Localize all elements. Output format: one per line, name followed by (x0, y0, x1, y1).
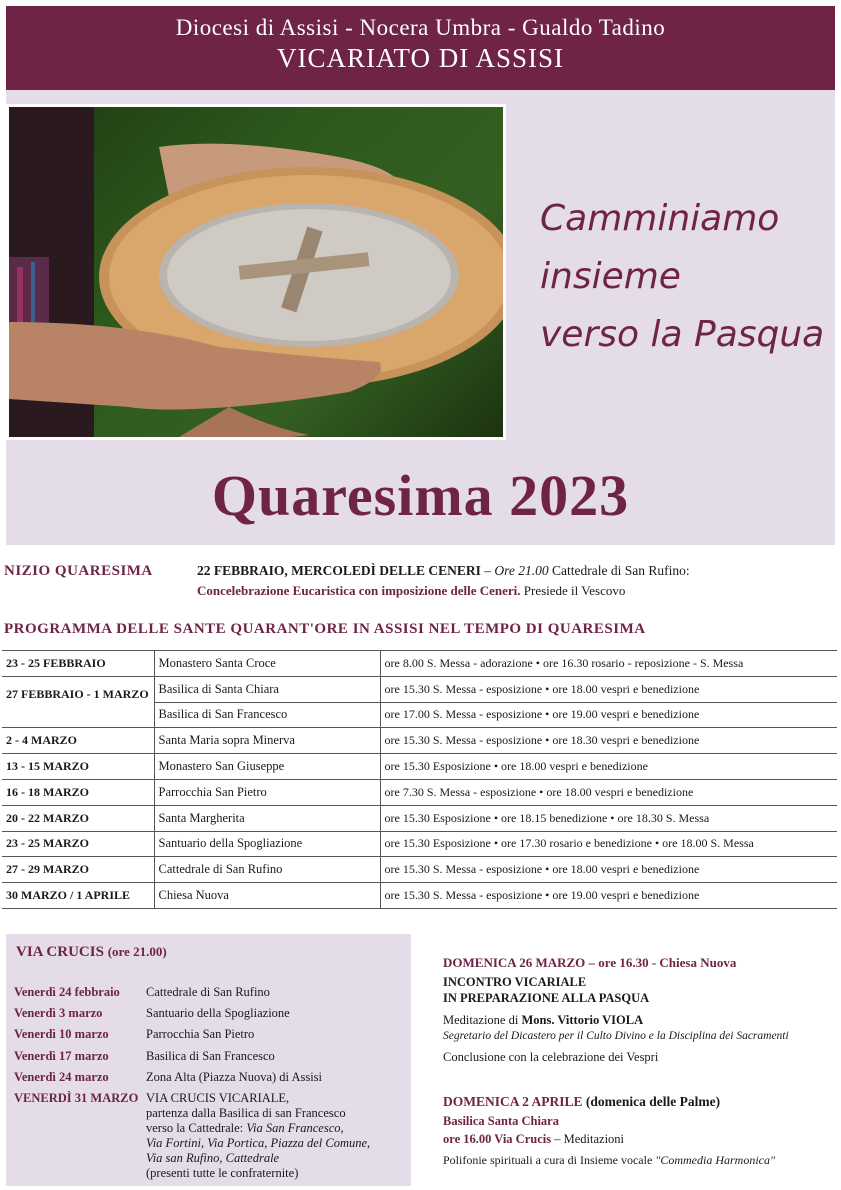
via-crucis-date: Venerdì 3 marzo (14, 1006, 103, 1020)
row-place: Santuario della Spogliazione (154, 831, 380, 857)
via-crucis-place: Parrocchia San Pietro (146, 1027, 255, 1041)
quarantore-table (2, 650, 837, 909)
ceneri-presider: Presiede il Vescovo (520, 583, 626, 598)
domenica2-palme: (domenica delle Palme) (582, 1094, 721, 1109)
table-row (2, 779, 837, 805)
inizio-label: NIZIO QUARESIMA (4, 563, 153, 579)
tagline-line-1: Camminiamo (540, 198, 780, 239)
row-schedule: ore 7.30 S. Messa - esposizione • ore 18.00 vespri e benedizione (380, 779, 837, 805)
table-row (2, 857, 837, 883)
row-schedule: ore 15.30 Esposizione • ore 18.00 vespri e benedizione (380, 754, 837, 780)
row-date: 23 - 25 MARZO (2, 831, 154, 857)
row-schedule: ore 15.30 S. Messa - esposizione • ore 18.00 vespri e benedizione (380, 857, 837, 883)
conclusione-line: Conclusione con la celebrazione dei Vespri (443, 1050, 659, 1064)
ceneri-time: Ore 21.00 (494, 563, 549, 578)
row-date: 2 - 4 MARZO (2, 728, 154, 754)
row-schedule: ore 15.30 Esposizione • ore 17.30 rosario e benedizione • ore 18.00 S. Messa (380, 831, 837, 857)
via-crucis-place: Santuario della Spogliazione (146, 1006, 290, 1020)
domenica2-place: Basilica Santa Chiara (443, 1114, 559, 1128)
row-schedule: ore 17.00 S. Messa - esposizione • ore 19.00 vespri e benedizione (380, 702, 837, 728)
ceneri-line-2 (197, 583, 625, 599)
row-place: Monastero San Giuseppe (154, 754, 380, 780)
row-date: 20 - 22 MARZO (2, 805, 154, 831)
via-crucis-date: Venerdì 24 febbraio (14, 985, 120, 999)
meditazione-speaker: Mons. Vittorio VIOLA (521, 1013, 644, 1027)
table-row (2, 651, 837, 677)
domenica2-time: ore 16.00 (443, 1132, 492, 1146)
via-crucis-place: Zona Alta (Piazza Nuova) di Assisi (146, 1070, 323, 1084)
row-place: Chiesa Nuova (154, 883, 380, 909)
row-date: 27 - 29 MARZO (2, 857, 154, 883)
list-item (14, 985, 270, 1000)
domenica2-heading (443, 1094, 720, 1110)
meditazione-plain: Meditazione di (443, 1013, 522, 1027)
route-line-2b: Via San Francesco, (246, 1121, 344, 1135)
domenica2-via: Via Crucis (491, 1132, 552, 1146)
domenica2-meditazioni: – Meditazioni (551, 1132, 625, 1146)
via-crucis-date: Venerdì 24 marzo (14, 1070, 109, 1084)
table-row (2, 805, 837, 831)
programma-label: PROGRAMMA DELLE SANTE QUARANT'ORE IN ASSISI NEL TEMPO DI QUARESIMA (4, 621, 646, 637)
table-row (2, 831, 837, 857)
domenica26-date: DOMENICA 26 MARZO (443, 955, 586, 970)
via-crucis-time: (ore 21.00) (107, 944, 167, 959)
row-date: 27 FEBBRAIO - 1 MARZO (6, 687, 149, 702)
ceneri-place: Cattedrale di San Rufino: (548, 563, 690, 578)
main-title: Quaresima 2023 (211, 463, 630, 528)
tagline-line-2: insieme (540, 256, 681, 297)
list-item (14, 1049, 275, 1064)
row-place: Cattedrale di San Rufino (154, 857, 380, 883)
incontro-line-2: IN PREPARAZIONE ALLA PASQUA (443, 991, 650, 1005)
row-place: Santa Margherita (154, 805, 380, 831)
row-date: 16 - 18 MARZO (2, 779, 154, 805)
via-crucis-place: VIA CRUCIS VICARIALE, (146, 1091, 290, 1105)
ceneri-date: 22 FEBBRAIO, MERCOLEDÌ DELLE CENERI (197, 563, 481, 578)
row-date: 30 MARZO / 1 APRILE (2, 883, 154, 909)
row-schedule: ore 15.30 Esposizione • ore 18.15 benedizione • ore 18.30 S. Messa (380, 805, 837, 831)
route-line-2a: verso la Cattedrale: (146, 1121, 247, 1135)
row-place: Basilica di Santa Chiara (154, 676, 380, 702)
domenica26-time-place: – ore 16.30 - Chiesa Nuova (585, 955, 737, 970)
header-band (6, 6, 835, 90)
tagline (540, 190, 840, 364)
incontro-line-1: INCONTRO VICARIALE (443, 975, 587, 989)
row-place: Monastero Santa Croce (154, 651, 380, 677)
via-crucis-title (16, 944, 167, 961)
row-date (2, 702, 154, 728)
via-crucis-place: Basilica di San Francesco (146, 1049, 275, 1063)
route-line-1: partenza dalla Basilica di san Francesco (146, 1106, 346, 1120)
table-row (2, 754, 837, 780)
route-line-3: Via Fortini, Via Portica, Piazza del Comune, (146, 1136, 371, 1150)
tagline-line-3: verso la Pasqua (540, 314, 825, 355)
polifonie-plain: Polifonie spirituali a cura di Insieme vocale (443, 1153, 656, 1167)
row-schedule: ore 15.30 S. Messa - esposizione • ore 19.00 vespri e benedizione (380, 883, 837, 909)
table-row (2, 728, 837, 754)
table-row (2, 883, 837, 909)
row-schedule: ore 15.30 S. Messa - esposizione • ore 18.30 vespri e benedizione (380, 728, 837, 754)
via-crucis-date: Venerdì 17 marzo (14, 1049, 109, 1063)
domenica26-heading (443, 955, 736, 971)
via-crucis-route (146, 1106, 370, 1181)
polifonie-ensemble: "Commedia Harmonica" (655, 1153, 776, 1167)
domenica2-time-line (443, 1132, 624, 1147)
row-date: 23 - 25 FEBBRAIO (2, 651, 154, 677)
domenica2-date: DOMENICA 2 APRILE (443, 1094, 583, 1109)
list-item (14, 1091, 289, 1106)
route-line-5: (presenti tutte le confraternite) (146, 1166, 299, 1180)
diocese-title: Diocesi di Assisi - Nocera Umbra - Gualdo Tadino (175, 15, 666, 40)
ceneri-line-1 (197, 563, 690, 579)
vicariate-title: VICARIATO DI ASSISI (276, 43, 565, 73)
route-line-4: Via san Rufino, Cattedrale (146, 1151, 280, 1165)
ceneri-celebration: Concelebrazione Eucaristica con imposizione delle Ceneri. (197, 583, 521, 598)
row-place: Santa Maria sopra Minerva (154, 728, 380, 754)
via-crucis-heading: VIA CRUCIS (16, 944, 104, 960)
row-schedule: ore 8.00 S. Messa - adorazione • ore 16.30 rosario - reposizione - S. Messa (380, 651, 837, 677)
ceneri-dash: – (480, 563, 495, 578)
row-place: Parrocchia San Pietro (154, 779, 380, 805)
meditazione-line (443, 1013, 643, 1028)
row-place: Basilica di San Francesco (154, 702, 380, 728)
segretario-line: Segretario del Dicastero per il Culto Divino e la Disciplina dei Sacramenti (443, 1030, 789, 1042)
table-row (2, 676, 837, 702)
ashes-bowl-photo (6, 104, 506, 440)
route-line-2 (146, 1121, 370, 1136)
via-crucis-date: VENERDÌ 31 MARZO (14, 1091, 139, 1105)
polifonie-line (443, 1153, 775, 1168)
list-item (14, 1006, 290, 1021)
table-row (2, 702, 837, 728)
row-schedule: ore 15.30 S. Messa - esposizione • ore 18.00 vespri e benedizione (380, 676, 837, 702)
via-crucis-date: Venerdì 10 marzo (14, 1027, 109, 1041)
list-item (14, 1070, 322, 1085)
via-crucis-place: Cattedrale di San Rufino (146, 985, 270, 999)
list-item (14, 1027, 254, 1042)
row-date: 13 - 15 MARZO (2, 754, 154, 780)
